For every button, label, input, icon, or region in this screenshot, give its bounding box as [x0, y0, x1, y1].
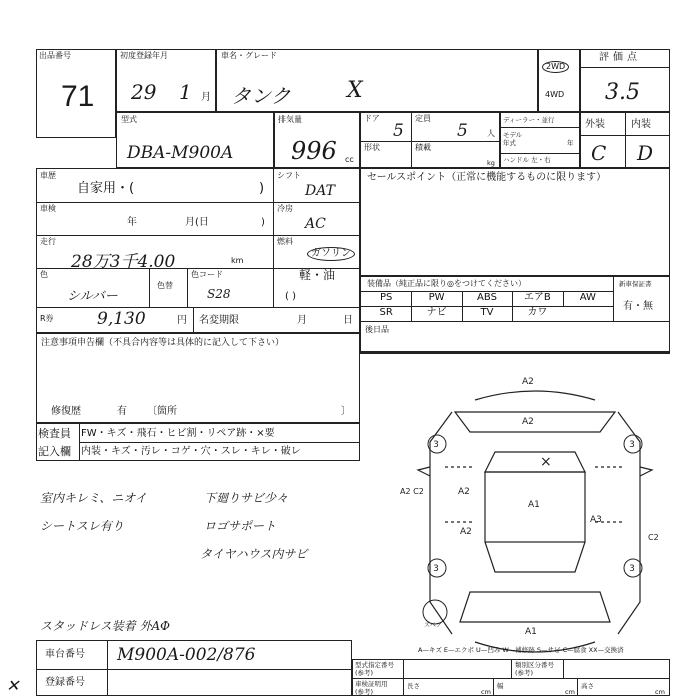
- load-label: 積載: [415, 143, 431, 152]
- shift-value: DAT: [305, 183, 335, 199]
- eval-label: 評価点: [599, 52, 641, 63]
- fuel-label: 燃料: [277, 237, 293, 246]
- mark-windshield: ×: [540, 454, 552, 470]
- hood-outline: [455, 412, 615, 432]
- note-line5: タイヤハウス内サビ: [200, 547, 308, 561]
- margin-x-mark: ✕: [6, 676, 20, 695]
- repair-close: 〕: [341, 406, 351, 417]
- year-unit: 年: [567, 139, 574, 147]
- displacement-label: 排気量: [278, 115, 302, 124]
- month-unit: 月: [201, 92, 211, 103]
- interior-label: 内装: [631, 119, 651, 130]
- eval-score: 3.5: [605, 80, 640, 105]
- name-change-month: 月: [297, 315, 307, 326]
- drive-2wd: [542, 61, 569, 73]
- width-unit: cm: [565, 688, 575, 696]
- front-bumper-outline: [475, 391, 595, 400]
- fuel-paren: ( ): [285, 291, 296, 302]
- chassis-value: M900A-002/876: [117, 645, 256, 665]
- yen-unit: 円: [177, 315, 187, 326]
- notes-box: [36, 333, 360, 423]
- doors: 5: [393, 121, 404, 141]
- model-box: [116, 112, 274, 168]
- mileage-label: 走行: [40, 237, 56, 246]
- equipment-lower-box: [360, 352, 670, 354]
- mark-hood: A2: [522, 417, 534, 427]
- lot-no-label: 出品番号: [39, 51, 71, 60]
- sales-point-label: セールスポイント（正常に機能するものに限ります）: [367, 172, 607, 183]
- type-cert-label: 型式指定番号 (参考): [355, 661, 394, 677]
- mark-wheel-rl: 3: [433, 564, 439, 574]
- interior-grade: D: [637, 141, 654, 165]
- equipment-item-2: ABS: [477, 292, 497, 303]
- first-reg-label: 初度登録年月: [120, 51, 168, 60]
- note-line3: 下廻りサビ少々: [204, 491, 289, 505]
- mark-wheel-rr: 3: [629, 564, 635, 574]
- tailgate-outline: [460, 592, 610, 622]
- height-label: 高さ: [581, 682, 594, 690]
- history-value: 自家用・(: [77, 181, 135, 196]
- mark-roof: A1: [528, 500, 540, 510]
- mark-front-bumper: A2: [522, 377, 534, 387]
- chassis-label: 車台番号: [45, 649, 85, 660]
- recycle-label: R券: [40, 314, 54, 323]
- first-reg-month: 1: [179, 80, 192, 104]
- repair-paren: 〔箇所: [147, 406, 177, 417]
- entry-label: 記入欄: [38, 445, 71, 458]
- note-line2: シートスレ有り: [40, 519, 124, 533]
- left-mirror: [418, 467, 430, 476]
- equipment-item-3: エアB: [523, 292, 551, 303]
- cc-unit: cc: [345, 155, 354, 164]
- color-value: シルバー: [67, 289, 118, 304]
- height-unit: cm: [655, 688, 665, 696]
- rear-window-outline: [485, 542, 585, 572]
- inspector-label: 検査員: [38, 427, 71, 440]
- drive-box: [538, 49, 580, 112]
- name-change-label: 名変期限: [199, 315, 239, 326]
- ac-label: 冷房: [277, 204, 293, 213]
- person-unit: 人: [487, 129, 495, 138]
- first-reg-year: 29: [131, 80, 157, 104]
- windshield-outline: [485, 452, 585, 472]
- door-lines: [445, 467, 625, 522]
- note-line1: 室内キレミ、ニオイ: [40, 491, 147, 505]
- model-year-label: モデル年式: [503, 131, 523, 147]
- capacity: 5: [457, 121, 468, 141]
- car-name-label: 車名・グレード: [221, 51, 277, 60]
- displacement: 996: [291, 137, 337, 165]
- mark-wheel-fr: 3: [629, 440, 635, 450]
- mark-wheel-fl: 3: [433, 440, 439, 450]
- notes-label: 注意事項申告欄（不具合内容等は具体的に記入して下さい）: [41, 338, 285, 348]
- mark-tailgate: A1: [525, 627, 537, 637]
- cert-label: 車検証明用 (参考): [355, 680, 388, 696]
- diagram-legend: A—キズ E—エクボ U—凹み W—補修跡 S—サビ C—腐食 XX—交換済: [418, 646, 624, 654]
- mark-left-rear-door: A2: [460, 527, 472, 537]
- dealer-label: ディーラー・並行: [503, 116, 555, 124]
- equipment-label: 装備品（純正品に限り◎をつけてください）: [367, 279, 526, 288]
- inspection-close: ): [261, 217, 265, 228]
- length-label: 長さ: [407, 682, 420, 690]
- equipment-item-row2-3: カワ: [527, 307, 548, 318]
- dealer-box: [500, 112, 580, 168]
- inspector-items: FW・キズ・飛石・ヒビ割・リペア跡・×要: [81, 428, 275, 439]
- equipment-item-4: AW: [579, 292, 596, 303]
- history-label: 車歴: [40, 171, 56, 180]
- studless-note: スタッドレス装着 外AΦ: [40, 619, 170, 633]
- history-close: ): [259, 181, 265, 196]
- lot-no: 71: [61, 80, 95, 113]
- door-label: ドア: [364, 114, 380, 123]
- shift-label: シフト: [277, 171, 301, 180]
- name-change-day: 日: [343, 315, 353, 326]
- fuel-gas: [307, 247, 355, 261]
- exterior-label: 外装: [585, 119, 605, 130]
- recycle-value: 9,130: [97, 309, 146, 329]
- repair-label: 修復歴: [51, 406, 81, 417]
- equipment-item-row2-0: SR: [379, 307, 393, 318]
- inspection-year: 年: [127, 217, 137, 228]
- exterior-grade: C: [591, 141, 607, 165]
- lot-box: [36, 49, 116, 138]
- grade: X: [347, 78, 363, 103]
- cert-box: [352, 659, 670, 696]
- spare-label: スペア: [424, 622, 443, 629]
- inspection-month: 月(日: [185, 217, 209, 228]
- model-code: DBA-M900A: [127, 143, 234, 163]
- car-name: タンク: [231, 84, 291, 108]
- rear-seat-label: 後日品: [365, 325, 389, 334]
- displacement-box: [274, 112, 360, 168]
- inspector-box: [36, 423, 360, 461]
- eval-box: [580, 49, 670, 112]
- note-line4: ロゴサポート: [204, 519, 277, 533]
- color-change-label: 色替: [157, 281, 173, 290]
- info-block: [36, 168, 360, 333]
- right-mirror: [640, 467, 652, 476]
- repair-value: 有: [117, 406, 127, 417]
- equipment-item-1: PW: [428, 292, 445, 303]
- spare-tire: [423, 600, 447, 624]
- class-label: 類別区分番号 (参考): [515, 661, 554, 677]
- warranty-value: 有・無: [623, 301, 653, 312]
- capacity-label: 定員: [415, 114, 431, 123]
- car-name-box: [216, 49, 538, 112]
- color-label: 色: [40, 270, 48, 279]
- sales-point-box: [360, 168, 670, 276]
- width-label: 幅: [497, 682, 504, 690]
- drive-4wd: 4WD: [545, 90, 565, 99]
- first-reg-box: [116, 49, 216, 112]
- equipment-box: [360, 276, 670, 352]
- warranty-label: 新車保証書: [619, 280, 652, 288]
- grade-box: [580, 112, 670, 168]
- mark-right-side: C2: [648, 533, 659, 542]
- handle-label: ハンドル 左・右: [503, 156, 551, 164]
- equipment-item-0: PS: [380, 292, 393, 303]
- chassis-box: [36, 640, 352, 696]
- reg-label: 登録番号: [45, 677, 85, 688]
- fuel-gas-circled: ガソリン: [307, 247, 355, 261]
- shape-label: 形状: [364, 143, 380, 152]
- equipment-item-row2-2: TV: [480, 307, 494, 318]
- kg-unit: kg: [487, 159, 495, 167]
- color-code-value: S28: [207, 287, 231, 301]
- ac-value: AC: [305, 216, 326, 232]
- inspection-label: 車検: [40, 204, 56, 213]
- km-unit: km: [231, 256, 244, 265]
- mark-left-front-door: A2: [458, 487, 470, 497]
- equipment-item-row2-1: ナビ: [426, 307, 447, 318]
- mark-left-fender: A2 C2: [400, 487, 424, 496]
- mileage-value: 28万3千4.00: [71, 252, 176, 272]
- length-unit: cm: [481, 688, 491, 696]
- entry-items: 内装・キズ・汚レ・コゲ・穴・スレ・キレ・破レ: [81, 446, 301, 457]
- damage-diagram: [400, 372, 670, 672]
- color-code-label: 色コード: [191, 270, 223, 279]
- mark-right-door: A3: [590, 515, 602, 525]
- drive-2wd-circled: 2WD: [542, 61, 569, 73]
- model-label: 型式: [121, 115, 137, 124]
- door-box: [360, 112, 500, 168]
- fuel-diesel: 軽・油: [299, 268, 336, 282]
